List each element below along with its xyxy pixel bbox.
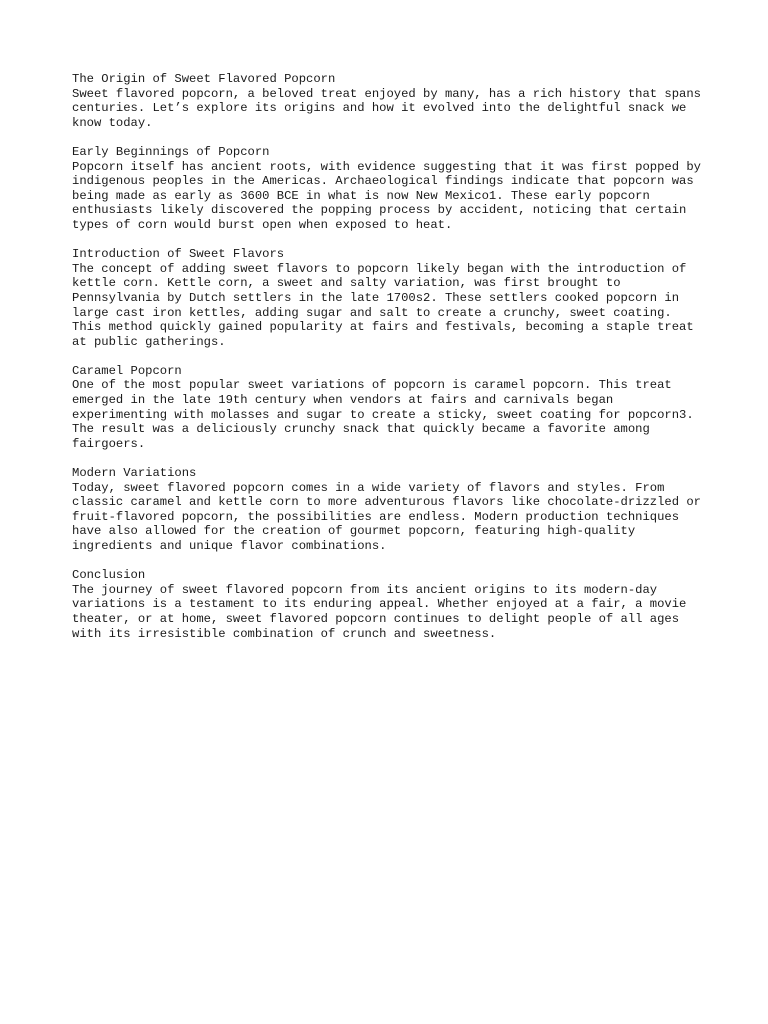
section-heading: Early Beginnings of Popcorn — [72, 144, 270, 159]
section-conclusion — [72, 568, 702, 641]
section-heading: Introduction of Sweet Flavors — [72, 247, 285, 262]
section-heading: Caramel Popcorn — [72, 363, 182, 378]
section-paragraph: The journey of sweet flavored popcorn from its ancient origins to its modern-day variations is a testament to its enduring appeal. Whether enjoyed at a fair, a movie theater, or at home, sweet flavored popcorn continues to delight people of all ages with its irresistible combination of crunch and sweetness. — [72, 582, 687, 641]
document-title: The Origin of Sweet Flavored Popcorn — [72, 72, 336, 86]
document-page — [72, 72, 702, 656]
intro-paragraph: Sweet flavored popcorn, a beloved treat enjoyed by many, has a rich history that spans centuries. Let’s explore its origins and how it evolved into the delightful snack we know today. — [72, 86, 701, 130]
section-paragraph: Popcorn itself has ancient roots, with evidence suggesting that it was first popped by indigenous peoples in the Americas. Archaeological findings indicate that popcorn was being made as early as 3600 BCE in what is now New Mexico1. These early popcorn enthusiasts likely discovered the popping process by accident, noticing that certain types of corn would burst open when exposed to heat. — [72, 159, 701, 232]
section-paragraph: The concept of adding sweet flavors to popcorn likely began with the introduction of kettle corn. Kettle corn, a sweet and salty variation, was first brought to Pennsylvania by Dutch settlers in the late 1700s2. These settlers cooked popcorn in large cast iron kettles, adding sugar and salt to create a crunchy, sweet coating. This method quickly gained popularity at fairs and festivals, becoming a staple treat at public gatherings. — [72, 261, 694, 349]
section-modern-variations — [72, 466, 702, 554]
section-early-beginnings — [72, 145, 702, 233]
section-heading: Conclusion — [72, 568, 146, 583]
section-paragraph: Today, sweet flavored popcorn comes in a wide variety of flavors and styles. From classic caramel and kettle corn to more adventurous flavors like chocolate-drizzled or fruit-flavored popcorn, the possibilities are endless. Modern production techniques have also allowed for the creation of gourmet popcorn, featuring high-quality ingredients and unique flavor combinations. — [72, 480, 701, 553]
section-caramel-popcorn — [72, 364, 702, 452]
section-title — [72, 72, 702, 130]
section-paragraph: One of the most popular sweet variations of popcorn is caramel popcorn. This treat emerged in the late 19th century when vendors at fairs and carnivals began experimenting with molasses and sugar to create a sticky, sweet coating for popcorn3. The result was a deliciously crunchy snack that quickly became a favorite among fairgoers. — [72, 378, 694, 451]
section-heading: Modern Variations — [72, 466, 197, 481]
section-sweet-flavors — [72, 247, 702, 349]
